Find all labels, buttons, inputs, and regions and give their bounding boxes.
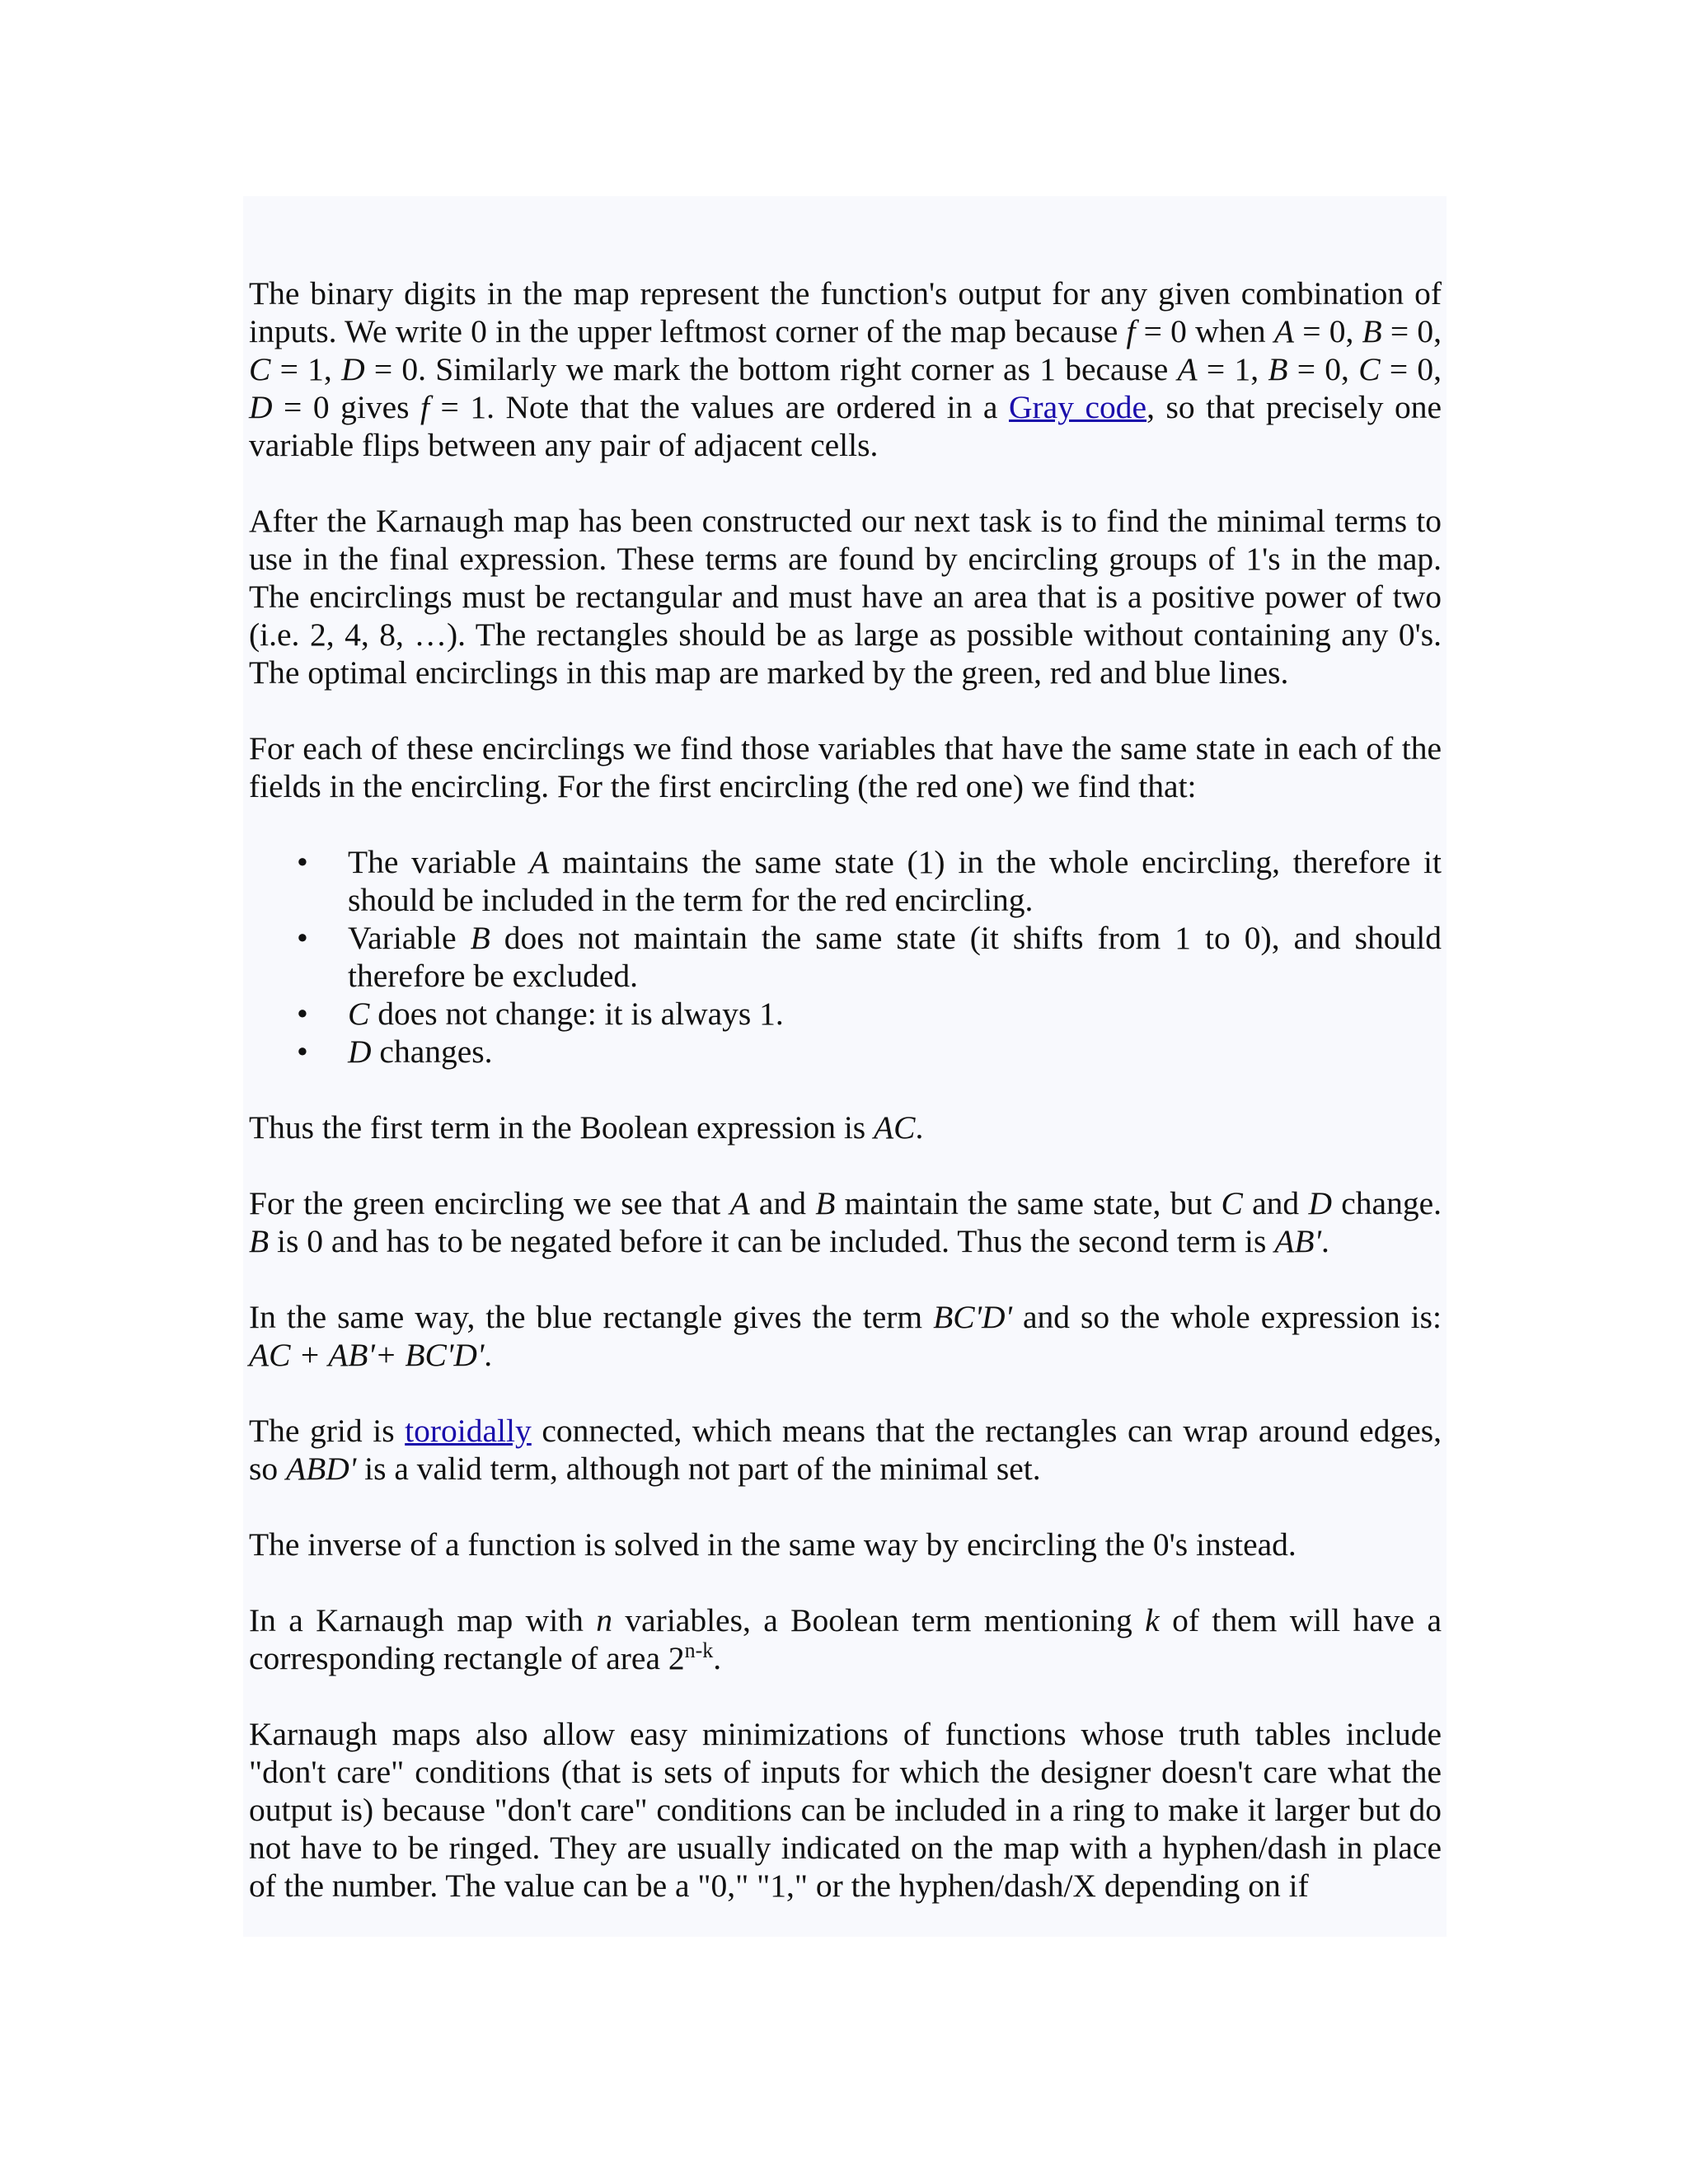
list-item: • The variable A maintains the same state (1) in the whole encircling, therefore it should be included in the term for the red encircling.: [297, 844, 1442, 918]
bullet-icon: •: [297, 996, 308, 1032]
list-item: • D changes.: [297, 1033, 493, 1070]
paragraph-whole-expression: In the same way, the blue rectangle gives the term BC'D' and so the whole expression is: AC + AB'+ BC'D'.: [249, 1299, 1442, 1373]
paragraph-encircling-rules: After the Karnaugh map has been constructed our next task is to find the minimal terms to use in the final expression. These terms are found by encircling groups of 1's in the map. The encirclings must be rectangular and must have an area that is a positive power of two (i.e. 2, 4, 8, …). The rectangles should be as large as possible without containing any 0's. The optimal encirclings in this map are marked by the green, red and blue lines.: [249, 503, 1442, 691]
list-item: • Variable B does not maintain the same state (it shifts from 1 to 0), and should therefore be excluded.: [297, 920, 1442, 994]
paragraph-map-values: The binary digits in the map represent the function's output for any given combination of inputs. We write 0 in the upper leftmost corner of the map because f = 0 when A = 0, B = 0, C = 1, D = 0. Similarly we mark the bottom right corner as 1 because A = 1, B = 0, C = 0, D = 0 gives f = 1. Note that the values are ordered in a Gray code, so that precisely one variable flips between any pair of adjacent cells.: [249, 275, 1442, 463]
paragraph-rectangle-area: In a Karnaugh map with n variables, a Boolean term mentioning k of them will have a corresponding rectangle of area 2$^{n-k}$.: [249, 1602, 1442, 1676]
red-encircling-list: [249, 843, 1442, 1071]
paragraph-find-variables: For each of these encirclings we find those variables that have the same state in each of the fields in the encircling. For the first encircling (the red one) we find that:: [249, 730, 1442, 804]
bullet-icon: •: [297, 1033, 308, 1070]
paragraph-green-encircling: For the green encircling we see that A and B maintain the same state, but C and D change. B is 0 and has to be negated before it can be included. Thus the second term is AB'.: [249, 1185, 1442, 1259]
paragraph-inverse-function: The inverse of a function is solved in the same way by encircling the 0's instead.: [249, 1526, 1296, 1563]
gray-code-link[interactable]: Gray code: [1009, 389, 1147, 425]
list-item: • C does not change: it is always 1.: [297, 996, 784, 1032]
paragraph-first-term: Thus the first term in the Boolean expression is AC.: [249, 1109, 924, 1146]
paragraph-toroidal-grid: The grid is toroidally connected, which means that the rectangles can wrap around edges, so ABD' is a valid term, although not part of the minimal set.: [249, 1413, 1442, 1487]
paragraph-dont-care: Karnaugh maps also allow easy minimizations of functions whose truth tables include "don't care" conditions (that is sets of inputs for which the designer doesn't care what the output is) because "don't care" conditions can be included in a ring to make it larger but do not have to be ringed. They are usually indicated on the map with a hyphen/dash in place of the number. The value can be a "0," "1," or the hyphen/dash/X depending on if: [249, 1716, 1442, 1904]
toroidally-link[interactable]: toroidally: [405, 1413, 532, 1449]
article-body: [249, 274, 1442, 1943]
bullet-icon: •: [297, 920, 308, 956]
bullet-icon: •: [297, 844, 308, 880]
